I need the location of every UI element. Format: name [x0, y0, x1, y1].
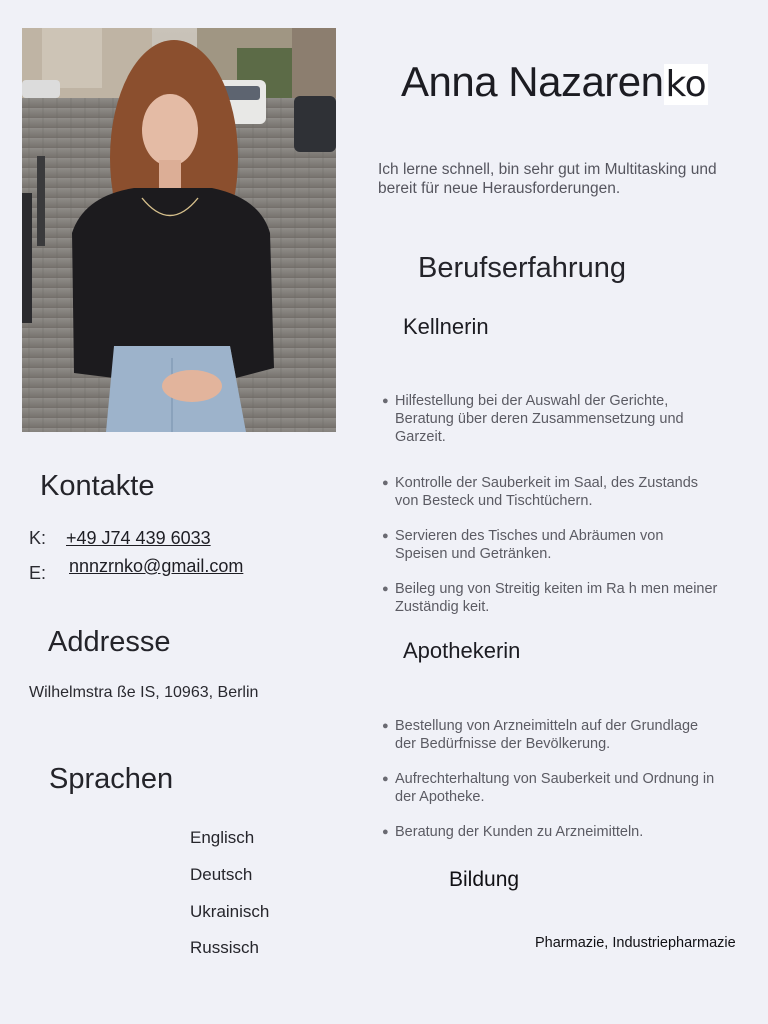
task-text: Beratung der Kunden zu Arzneimitteln.: [395, 824, 644, 840]
profile-photo: [22, 28, 336, 432]
task-item: [382, 474, 718, 510]
bullet-icon: ●: [382, 773, 389, 785]
task-text: Beileg ung von Streitig keiten im Ra h men meiner Zuständig keit.: [395, 581, 718, 615]
language-item: Russisch: [190, 938, 259, 957]
experience-heading: Berufserfahrung: [418, 252, 626, 284]
language-item: Englisch: [190, 828, 255, 847]
email-label: E:: [29, 563, 47, 583]
bullet-icon: ●: [382, 395, 389, 407]
task-item: [382, 392, 718, 446]
education-heading: Bildung: [449, 868, 520, 891]
task-text: Aufrechterhaltung von Sauberkeit und Ordnung in der Apotheke.: [395, 771, 715, 805]
intro-text: Ich lerne schnell, bin sehr gut im Multitasking und bereit für neue Herausforderungen.: [378, 161, 717, 197]
task-text: Bestellung von Arzneimitteln auf der Grundlage der Bedürfnisse der Bevölkerung.: [395, 718, 699, 752]
address-heading: Addresse: [48, 626, 171, 658]
phone-label: K:: [29, 528, 47, 548]
bullet-icon: ●: [382, 720, 389, 732]
language-item: Ukrainisch: [190, 902, 270, 921]
portrait-image: [22, 28, 336, 432]
contacts-heading: Kontakte: [40, 470, 155, 502]
task-item: [382, 580, 718, 616]
bullet-icon: ●: [382, 477, 389, 489]
education-item: Pharmazie, Industriepharmazie: [535, 935, 736, 951]
task-item: [382, 823, 718, 841]
bullet-icon: ●: [382, 583, 389, 595]
email-link[interactable]: nnnzrnko@gmail.com: [69, 556, 244, 576]
name-tail: ko: [665, 64, 707, 105]
bullet-icon: ●: [382, 530, 389, 542]
task-text: Servieren des Tisches und Abräumen von Speisen und Getränken.: [395, 528, 664, 562]
job-title-pharmacist: Apothekerin: [403, 638, 521, 663]
task-text: Hilfestellung bei der Auswahl der Gerichte, Beratung über deren Zusammensetzung und Garzeit.: [395, 393, 684, 445]
name-main: Anna Nazaren: [401, 58, 664, 105]
phone-link[interactable]: +49 J74 439 6033: [66, 528, 211, 548]
language-item: Deutsch: [190, 865, 253, 884]
address-text: Wilhelmstra ße IS, 10963, Berlin: [29, 684, 259, 701]
task-item: [382, 770, 718, 806]
languages-heading: Sprachen: [49, 763, 174, 795]
task-item: [382, 527, 718, 563]
task-text: Kontrolle der Sauberkeit im Saal, des Zustands von Besteck und Tischtüchern.: [395, 475, 699, 509]
job-title-waitress: Kellnerin: [403, 314, 489, 339]
bullet-icon: ●: [382, 826, 389, 838]
task-item: [382, 717, 718, 753]
candidate-name: [401, 58, 708, 106]
